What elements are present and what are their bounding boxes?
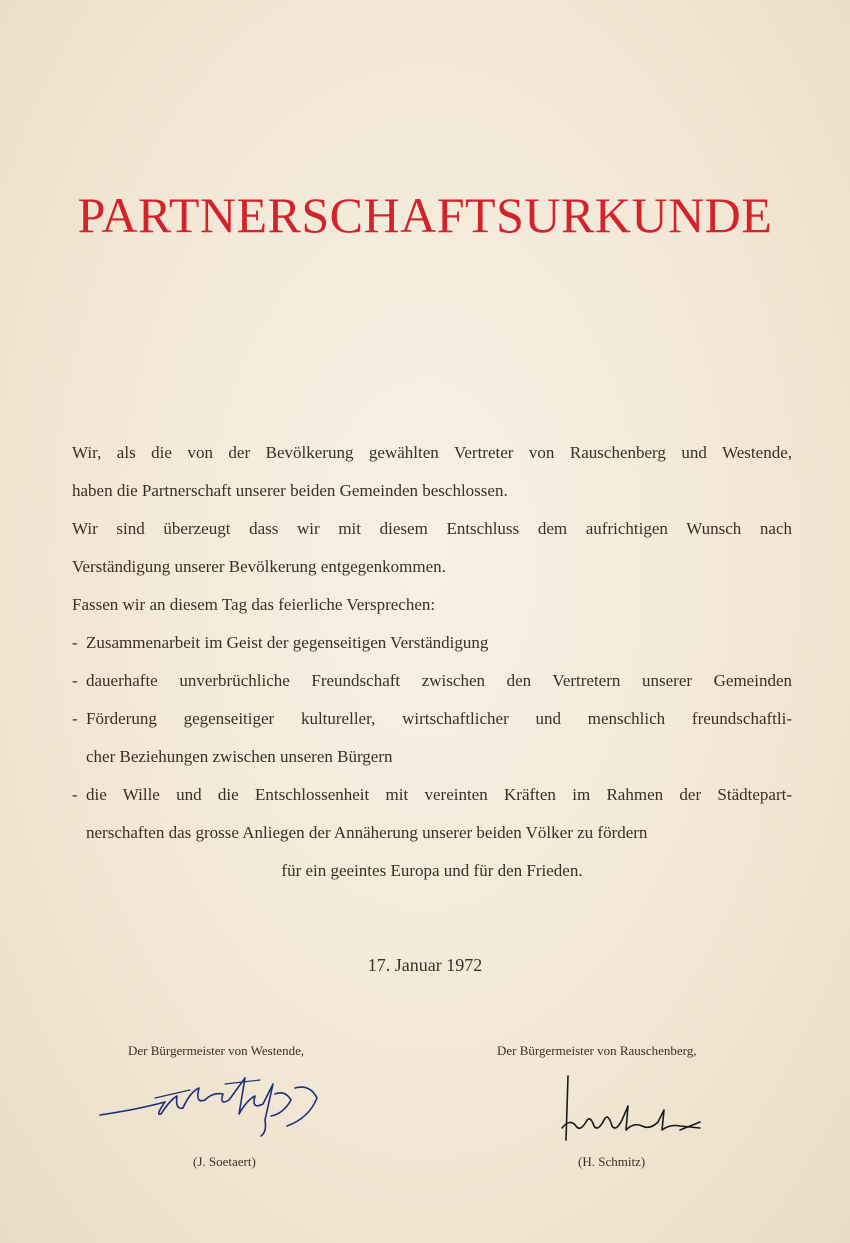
pledge-item-text: Zusammenarbeit im Geist der gegenseitigen Verständigung — [86, 633, 489, 652]
bullet-dash: - — [72, 633, 78, 652]
bullet-dash: - — [72, 785, 78, 804]
right-signature — [550, 1070, 720, 1150]
pledge-item-continuation: cher Beziehungen zwischen unseren Bürgern — [86, 747, 393, 766]
right-signatory-name: (H. Schmitz) — [578, 1154, 646, 1169]
bullet-dash: - — [72, 709, 78, 728]
body-line: haben die Partnerschaft unserer beiden Gemeinden beschlossen. — [72, 481, 508, 500]
document-body — [72, 434, 792, 890]
left-signatory-label: Der Bürgermeister von Westende, — [128, 1043, 305, 1058]
left-signature — [95, 1070, 335, 1140]
pledge-item — [72, 662, 792, 700]
pledge-item-text: die Wille und die Entschlossenheit mit vereinten Kräften im Rahmen der Städtepart- — [86, 785, 792, 804]
closing-line: für ein geeintes Europa und für den Frieden. — [281, 861, 583, 880]
pledge-item-text: Förderung gegenseitiger kultureller, wirtschaftlicher und menschlich freundschaftli- — [86, 709, 792, 728]
pledge-item — [72, 624, 792, 662]
pledge-item-continuation: nerschaften das grosse Anliegen der Annäherung unserer beiden Völker zu fördern — [86, 823, 648, 842]
document-title: PARTNERSCHAFTSURKUNDE — [77, 187, 773, 243]
body-line: Fassen wir an diesem Tag das feierliche Versprechen: — [72, 595, 436, 614]
body-line: Wir sind überzeugt dass wir mit diesem Entschluss dem aufrichtigen Wunsch nach — [72, 519, 792, 538]
body-line: Wir, als die von der Bevölkerung gewählten Vertreter von Rauschenberg und Westende, — [72, 443, 792, 462]
pledge-item — [72, 776, 792, 814]
bullet-dash: - — [72, 671, 78, 690]
pledge-item-text: dauerhafte unverbrüchliche Freundschaft zwischen den Vertretern unserer Gemeinden — [86, 671, 792, 690]
body-line: Verständigung unserer Bevölkerung entgegenkommen. — [72, 557, 446, 576]
document-date: 17. Januar 1972 — [367, 955, 483, 975]
pledge-item — [72, 700, 792, 738]
right-signatory-label: Der Bürgermeister von Rauschenberg, — [497, 1043, 697, 1058]
left-signatory-name: (J. Soetaert) — [193, 1154, 256, 1169]
